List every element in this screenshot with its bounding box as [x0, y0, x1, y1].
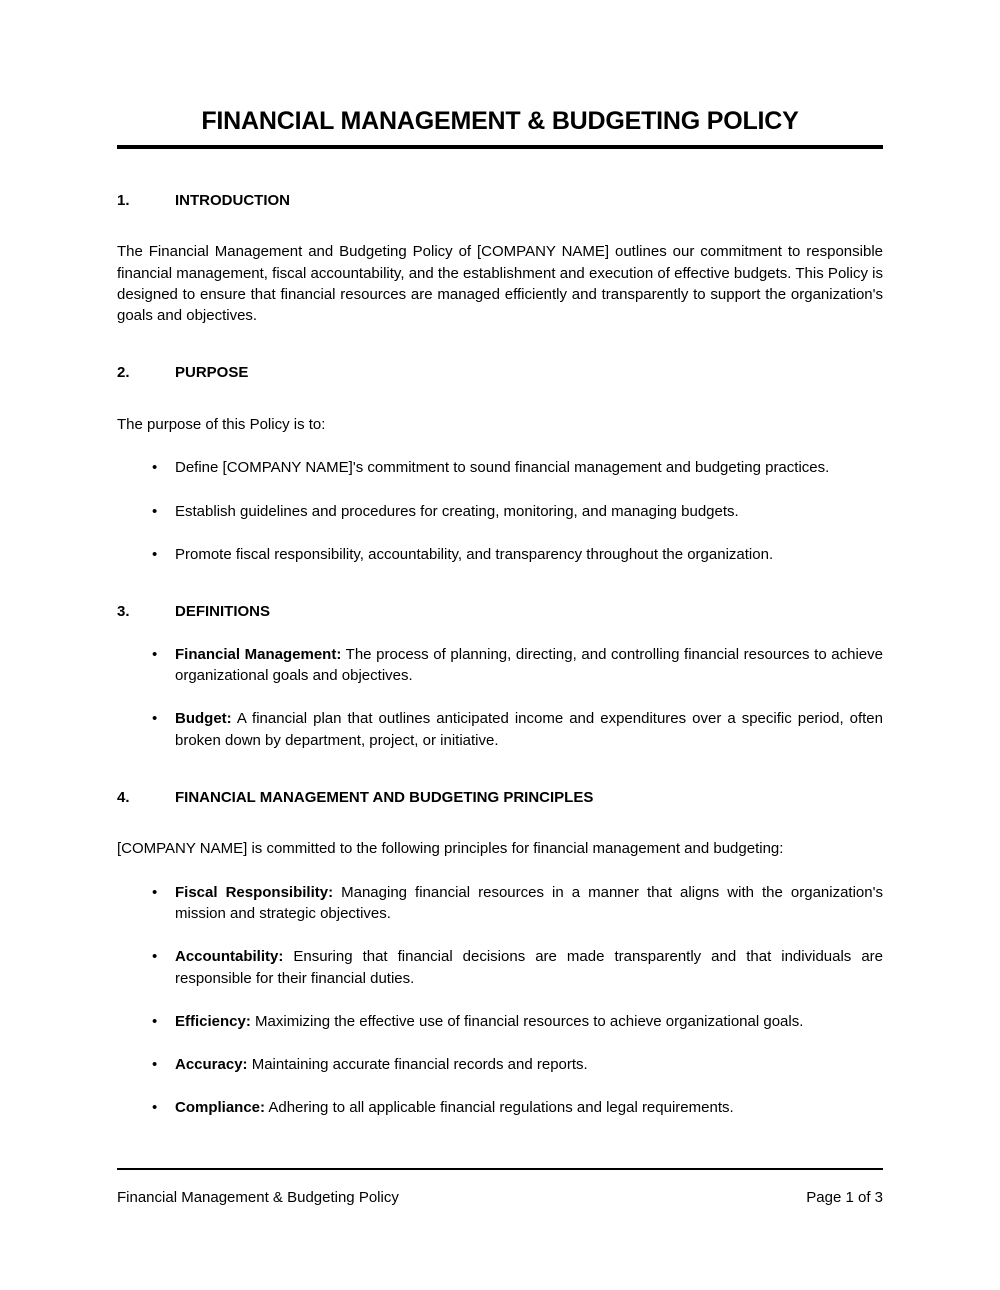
list-item-text: Managing financial resources in a manner that aligns with the organization's mission and strategic objectives. [175, 883, 883, 922]
list-item-term: Compliance: [175, 1099, 266, 1117]
list-item-term: Fiscal Responsibility: [175, 883, 334, 901]
footer-document-name: Financial Management & Budgeting Policy [117, 1189, 399, 1206]
list-item-text: Maximizing the effective use of financial resources to achieve organizational goals. [250, 1012, 804, 1030]
list-item-term: Accountability: [175, 948, 284, 966]
list-item-text: Adhering to all applicable financial regulations and legal requirements. [265, 1099, 734, 1117]
list-item-term: Efficiency: [175, 1012, 251, 1030]
list-item [117, 501, 883, 522]
list-item [117, 708, 883, 751]
list-item [117, 457, 883, 478]
list-item [117, 882, 883, 925]
section-3-bullet-list [117, 644, 883, 751]
list-item [117, 1011, 883, 1032]
section-4-lead: [COMPANY NAME] is committed to the following principles for financial management and budgeting: [117, 840, 784, 858]
footer-row [117, 1189, 883, 1207]
section-heading-1 [117, 191, 883, 211]
list-item-text: A financial plan that outlines anticipated income and expenditures over a specific period, often broken down by department, project, or initiative. [175, 710, 883, 749]
section-title: FINANCIAL MANAGEMENT AND BUDGETING PRINCIPLES [175, 788, 594, 806]
list-item [117, 1097, 883, 1118]
section-number: 2. [117, 364, 130, 382]
document-body [117, 0, 883, 1119]
list-item-term: Budget: [175, 710, 232, 728]
section-number: 4. [117, 788, 130, 806]
section-4-bullet-list [117, 882, 883, 1119]
list-item-text: Ensuring that financial decisions are made transparently and that individuals are responsible for their financial duties. [175, 948, 883, 987]
section-2-bullet-list [117, 457, 883, 565]
list-item [117, 1054, 883, 1075]
footer-page-number: Page 1 of 3 [806, 1189, 883, 1206]
section-number: 1. [117, 191, 130, 209]
list-item [117, 946, 883, 989]
list-item [117, 644, 883, 687]
section-2-lead: The purpose of this Policy is to: [117, 415, 326, 433]
section-number: 3. [117, 603, 130, 621]
section-heading-2 [117, 363, 883, 383]
page-title: FINANCIAL MANAGEMENT & BUDGETING POLICY [201, 107, 799, 135]
section-heading-3 [117, 602, 883, 622]
section-title: INTRODUCTION [175, 191, 290, 209]
list-item-text: Promote fiscal responsibility, accountability, and transparency throughout the organization. [175, 545, 774, 563]
list-item-text: Establish guidelines and procedures for creating, monitoring, and managing budgets. [175, 502, 739, 520]
list-item-term: Financial Management: [175, 645, 342, 663]
list-item [117, 544, 883, 565]
list-item-text: Define [COMPANY NAME]'s commitment to sound financial management and budgeting practices. [175, 459, 830, 477]
list-item-term: Accuracy: [175, 1056, 248, 1074]
list-item-text: Maintaining accurate financial records and reports. [247, 1056, 588, 1074]
section-title: DEFINITIONS [175, 603, 271, 621]
section-title: PURPOSE [175, 364, 249, 382]
title-divider [117, 145, 883, 149]
section-heading-4 [117, 788, 883, 808]
list-item-text: The process of planning, directing, and controlling financial resources to achieve organizational goals and objectives. [175, 645, 883, 684]
section-1-paragraph: The Financial Management and Budgeting Policy of [COMPANY NAME] outlines our commitment to responsible financial management, fiscal accountability, and the establishment and execution of effective budgets. This Policy is designed to ensure that financial resources are managed efficiently and transparently to support the organization's goals and objectives. [117, 243, 883, 325]
page-footer [117, 1168, 883, 1207]
footer-divider [117, 1168, 883, 1170]
